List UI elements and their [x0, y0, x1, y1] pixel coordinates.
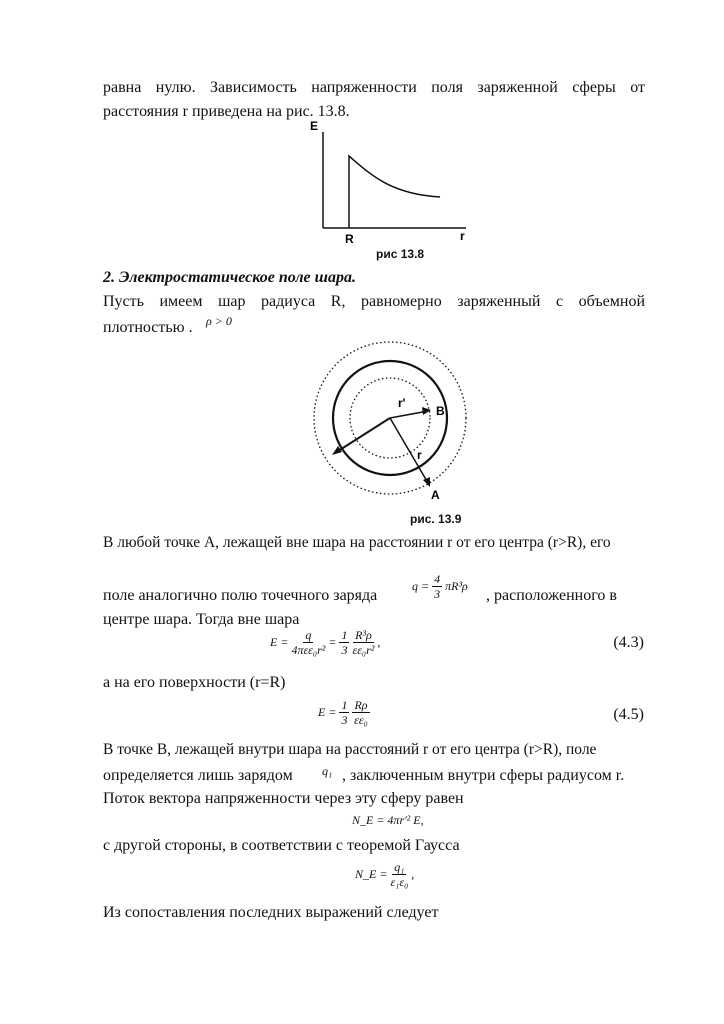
label-A: A — [431, 488, 440, 502]
formula-q1: q₁ — [322, 764, 333, 778]
label-r-prime: r' — [398, 396, 406, 410]
formula-rho: ρ > 0 — [206, 314, 232, 328]
text-line: центре шара. Тогда вне шара — [103, 611, 300, 628]
figure-13-8-graph — [300, 112, 480, 247]
label-B: B — [436, 404, 445, 418]
formula-4-3: E = $\frac{q}{\text{4πεε₀r²}}$ = $\frac{1}{3}$ $\frac{\text{R³ρ}}{\text{εε₀r²}}$ , — [270, 628, 381, 657]
x-axis-label: r — [460, 229, 465, 243]
formula-gauss: N_E = $\frac{\text{q₁}}{\text{ε₁ε₀}}$ , — [355, 860, 415, 889]
section-heading: 2. Электростатическое поле шара. — [103, 269, 356, 286]
text-line: плотностью . — [103, 319, 193, 336]
arrow-A — [423, 477, 430, 487]
text-line: определяется лишь зарядом — [103, 767, 293, 784]
text-line: , расположенного в — [486, 587, 617, 604]
figure-13-9-diagram — [300, 335, 480, 505]
tick-label-R: R — [345, 232, 354, 246]
text-line: Пусть имеем шар радиуса R, равномерно заряженный с объемной — [103, 293, 645, 310]
field-curve — [349, 156, 440, 228]
text-line: с другой стороны, в соответствии с теоремой Гаусса — [103, 837, 460, 854]
text-line: В любой точке A, лежащей вне шара на расстоянии r от его центра (r>R), его — [103, 534, 611, 551]
formula-flux: N_E = 4πr'² E, — [352, 813, 424, 827]
y-axis-label: E — [310, 119, 319, 133]
text-line: а на его поверхности (r=R) — [103, 674, 286, 691]
figure-caption: рис 13.8 — [376, 247, 425, 261]
text-line: Из сопоставления последних выражений следует — [103, 904, 439, 921]
text-line: Поток вектора напряженности через эту сферу равен — [103, 790, 464, 807]
text-line: поле аналогично полю точечного заряда — [103, 587, 378, 604]
arrow-B — [422, 407, 431, 415]
figure-caption: рис. 13.9 — [410, 512, 462, 526]
equation-number: (4.5) — [613, 706, 644, 723]
text-line: В точке B, лежащей внутри шара на расстояний r от его центра (r>R), поле — [103, 741, 597, 758]
text-line: расстояния r приведена на рис. 13.8. — [103, 103, 350, 120]
text-line: равна нулю. Зависимость напряженности поля заряженной сферы от — [103, 79, 645, 96]
equation-number: (4.3) — [613, 634, 644, 651]
formula-q: q = $\frac{4}{3}$ πR³ρ — [412, 572, 468, 601]
label-r: r — [417, 448, 422, 462]
text-line: , заключенным внутри сферы радиусом r. — [342, 767, 625, 784]
formula-4-5: E = $\frac{1}{3}$ $\frac{R\rho}{\text{εε₀}}$ — [318, 698, 368, 727]
